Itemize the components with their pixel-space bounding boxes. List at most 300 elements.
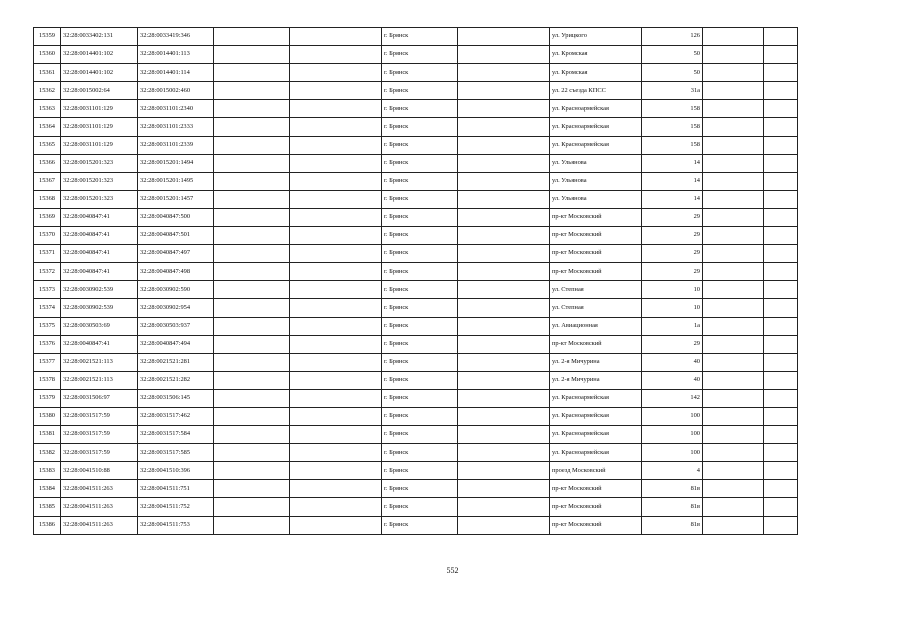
table-row <box>34 118 798 136</box>
cell-empty <box>214 136 290 154</box>
cell-empty <box>764 389 798 407</box>
cell-empty <box>290 100 382 118</box>
cell-record-number: 15370 <box>34 227 61 245</box>
cell-record-number: 15377 <box>34 353 61 371</box>
cell-empty <box>458 118 550 136</box>
cell-empty <box>214 389 290 407</box>
cell-empty <box>214 263 290 281</box>
cell-empty <box>214 28 290 46</box>
cell-empty <box>458 263 550 281</box>
cell-record-number: 15366 <box>34 154 61 172</box>
cell-record-number: 15379 <box>34 389 61 407</box>
cell-street: пр-кт Московский <box>550 245 642 263</box>
cell-city: г. Брянск <box>382 498 458 516</box>
cell-record-number: 15368 <box>34 190 61 208</box>
cell-record-number: 15376 <box>34 335 61 353</box>
cell-empty <box>458 516 550 534</box>
cell-empty <box>214 245 290 263</box>
cell-parent-cadastral-number: 32:28:0031517:59 <box>61 426 138 444</box>
cell-city: г. Брянск <box>382 154 458 172</box>
cell-house-number: 29 <box>642 335 703 353</box>
cell-city: г. Брянск <box>382 444 458 462</box>
cell-empty <box>458 281 550 299</box>
cell-empty <box>214 82 290 100</box>
table-row <box>34 100 798 118</box>
cell-empty <box>290 480 382 498</box>
cell-house-number: 40 <box>642 371 703 389</box>
table-row <box>34 64 798 82</box>
cell-empty <box>214 371 290 389</box>
cell-house-number: 100 <box>642 426 703 444</box>
table-row <box>34 263 798 281</box>
cell-empty <box>764 498 798 516</box>
table-row <box>34 335 798 353</box>
cell-parent-cadastral-number: 32:28:0041511:263 <box>61 498 138 516</box>
cell-house-number: 158 <box>642 100 703 118</box>
cell-record-number: 15371 <box>34 245 61 263</box>
cell-record-number: 15380 <box>34 407 61 425</box>
cell-empty <box>214 317 290 335</box>
cell-empty <box>290 444 382 462</box>
cell-record-number: 15364 <box>34 118 61 136</box>
table-row <box>34 516 798 534</box>
cell-city: г. Брянск <box>382 462 458 480</box>
cell-empty <box>214 480 290 498</box>
cell-empty <box>214 118 290 136</box>
cell-city: г. Брянск <box>382 263 458 281</box>
cell-street: ул. 2-я Мичурина <box>550 371 642 389</box>
table-row <box>34 190 798 208</box>
cell-empty <box>764 281 798 299</box>
cell-empty <box>764 100 798 118</box>
cell-cadastral-number: 32:28:0040847:494 <box>138 335 214 353</box>
table-row <box>34 444 798 462</box>
cell-empty <box>290 82 382 100</box>
cell-empty <box>290 281 382 299</box>
cell-cadastral-number: 32:28:0040847:498 <box>138 263 214 281</box>
cell-record-number: 15363 <box>34 100 61 118</box>
cell-parent-cadastral-number: 32:28:0031101:129 <box>61 100 138 118</box>
table-row <box>34 407 798 425</box>
cell-empty <box>703 263 764 281</box>
cell-empty <box>290 353 382 371</box>
cell-house-number: 81в <box>642 480 703 498</box>
table-row <box>34 480 798 498</box>
cell-house-number: 1а <box>642 317 703 335</box>
cell-house-number: 81в <box>642 516 703 534</box>
cell-empty <box>703 335 764 353</box>
cell-city: г. Брянск <box>382 208 458 226</box>
cell-empty <box>764 245 798 263</box>
cell-city: г. Брянск <box>382 28 458 46</box>
table-row <box>34 208 798 226</box>
cell-empty <box>290 118 382 136</box>
cell-cadastral-number: 32:28:0031517:462 <box>138 407 214 425</box>
cell-empty <box>703 317 764 335</box>
cell-empty <box>458 64 550 82</box>
cell-parent-cadastral-number: 32:28:0031101:129 <box>61 118 138 136</box>
cell-cadastral-number: 32:28:0031101:2339 <box>138 136 214 154</box>
cell-record-number: 15384 <box>34 480 61 498</box>
cell-street: пр-кт Московский <box>550 335 642 353</box>
cell-empty <box>214 64 290 82</box>
cell-empty <box>214 208 290 226</box>
cell-empty <box>458 407 550 425</box>
cell-empty <box>214 154 290 172</box>
cell-house-number: 29 <box>642 245 703 263</box>
cell-city: г. Брянск <box>382 480 458 498</box>
cell-parent-cadastral-number: 32:28:0040847:41 <box>61 227 138 245</box>
cell-empty <box>764 407 798 425</box>
cell-empty <box>214 100 290 118</box>
cell-empty <box>214 462 290 480</box>
cell-cadastral-number: 32:28:0040847:501 <box>138 227 214 245</box>
cell-empty <box>290 208 382 226</box>
cell-empty <box>764 317 798 335</box>
cell-city: г. Брянск <box>382 407 458 425</box>
cell-parent-cadastral-number: 32:28:0014401:102 <box>61 46 138 64</box>
cell-cadastral-number: 32:28:0031101:2340 <box>138 100 214 118</box>
cell-city: г. Брянск <box>382 245 458 263</box>
cell-cadastral-number: 32:28:0015002:460 <box>138 82 214 100</box>
cell-empty <box>214 46 290 64</box>
cell-empty <box>458 335 550 353</box>
cell-cadastral-number: 32:28:0014401:114 <box>138 64 214 82</box>
cell-empty <box>290 172 382 190</box>
cell-house-number: 100 <box>642 444 703 462</box>
cell-street: пр-кт Московский <box>550 208 642 226</box>
cell-cadastral-number: 32:28:0041510:396 <box>138 462 214 480</box>
cell-empty <box>458 353 550 371</box>
cell-empty <box>214 407 290 425</box>
cell-empty <box>703 299 764 317</box>
cell-record-number: 15369 <box>34 208 61 226</box>
table-row <box>34 46 798 64</box>
cell-empty <box>458 480 550 498</box>
cell-empty <box>764 172 798 190</box>
cell-record-number: 15360 <box>34 46 61 64</box>
registry-table-body <box>34 28 798 535</box>
cell-cadastral-number: 32:28:0030902:590 <box>138 281 214 299</box>
cell-empty <box>290 245 382 263</box>
cell-house-number: 10 <box>642 281 703 299</box>
cell-empty <box>290 516 382 534</box>
cell-empty <box>764 480 798 498</box>
cell-empty <box>290 28 382 46</box>
registry-table <box>33 27 798 535</box>
table-row <box>34 462 798 480</box>
cell-city: г. Брянск <box>382 516 458 534</box>
cell-parent-cadastral-number: 32:28:0041511:263 <box>61 480 138 498</box>
table-row <box>34 28 798 46</box>
cell-parent-cadastral-number: 32:28:0031517:59 <box>61 407 138 425</box>
cell-house-number: 126 <box>642 28 703 46</box>
table-row <box>34 281 798 299</box>
cell-parent-cadastral-number: 32:28:0040847:41 <box>61 335 138 353</box>
cell-empty <box>458 444 550 462</box>
cell-empty <box>458 498 550 516</box>
cell-empty <box>290 389 382 407</box>
table-row <box>34 172 798 190</box>
cell-empty <box>764 136 798 154</box>
cell-cadastral-number: 32:28:0030902:954 <box>138 299 214 317</box>
cell-cadastral-number: 32:28:0031506:145 <box>138 389 214 407</box>
cell-empty <box>214 190 290 208</box>
cell-street: ул. Степная <box>550 281 642 299</box>
cell-empty <box>764 516 798 534</box>
cell-street: ул. Кромская <box>550 64 642 82</box>
cell-empty <box>214 353 290 371</box>
cell-empty <box>764 444 798 462</box>
cell-street: пр-кт Московский <box>550 227 642 245</box>
cell-city: г. Брянск <box>382 100 458 118</box>
cell-cadastral-number: 32:28:0040847:500 <box>138 208 214 226</box>
cell-parent-cadastral-number: 32:28:0040847:41 <box>61 208 138 226</box>
cell-parent-cadastral-number: 32:28:0040847:41 <box>61 263 138 281</box>
cell-empty <box>703 462 764 480</box>
cell-street: ул. Красноармейская <box>550 389 642 407</box>
cell-empty <box>214 172 290 190</box>
cell-cadastral-number: 32:28:0031517:585 <box>138 444 214 462</box>
cell-empty <box>458 371 550 389</box>
cell-cadastral-number: 32:28:0015201:1457 <box>138 190 214 208</box>
cell-empty <box>290 64 382 82</box>
cell-city: г. Брянск <box>382 172 458 190</box>
cell-house-number: 100 <box>642 407 703 425</box>
cell-cadastral-number: 32:28:0041511:752 <box>138 498 214 516</box>
cell-city: г. Брянск <box>382 46 458 64</box>
cell-empty <box>290 46 382 64</box>
table-row <box>34 154 798 172</box>
cell-parent-cadastral-number: 32:28:0021521:113 <box>61 371 138 389</box>
table-row <box>34 227 798 245</box>
cell-street: ул. Красноармейская <box>550 100 642 118</box>
cell-parent-cadastral-number: 32:28:0040847:41 <box>61 245 138 263</box>
cell-empty <box>458 389 550 407</box>
cell-street: пр-кт Московский <box>550 263 642 281</box>
cell-record-number: 15373 <box>34 281 61 299</box>
cell-empty <box>764 208 798 226</box>
cell-record-number: 15374 <box>34 299 61 317</box>
cell-empty <box>764 227 798 245</box>
cell-street: ул. Красноармейская <box>550 118 642 136</box>
cell-empty <box>214 227 290 245</box>
cell-empty <box>703 227 764 245</box>
cell-street: ул. Красноармейская <box>550 444 642 462</box>
cell-city: г. Брянск <box>382 227 458 245</box>
cell-empty <box>290 426 382 444</box>
cell-cadastral-number: 32:28:0015201:1495 <box>138 172 214 190</box>
cell-house-number: 29 <box>642 263 703 281</box>
cell-empty <box>764 82 798 100</box>
cell-street: ул. Кромская <box>550 46 642 64</box>
cell-empty <box>703 154 764 172</box>
cell-city: г. Брянск <box>382 136 458 154</box>
cell-cadastral-number: 32:28:0021521:281 <box>138 353 214 371</box>
cell-empty <box>703 118 764 136</box>
cell-city: г. Брянск <box>382 371 458 389</box>
cell-empty <box>290 407 382 425</box>
cell-cadastral-number: 32:28:0015201:1494 <box>138 154 214 172</box>
cell-house-number: 10 <box>642 299 703 317</box>
cell-empty <box>290 335 382 353</box>
cell-empty <box>764 118 798 136</box>
cell-empty <box>458 245 550 263</box>
cell-empty <box>458 154 550 172</box>
cell-cadastral-number: 32:28:0014401:113 <box>138 46 214 64</box>
cell-street: пр-кт Московский <box>550 498 642 516</box>
cell-cadastral-number: 32:28:0031101:2333 <box>138 118 214 136</box>
cell-empty <box>458 462 550 480</box>
cell-parent-cadastral-number: 32:28:0031517:59 <box>61 444 138 462</box>
cell-empty <box>764 190 798 208</box>
cell-record-number: 15382 <box>34 444 61 462</box>
cell-house-number: 81в <box>642 498 703 516</box>
cell-empty <box>290 190 382 208</box>
cell-record-number: 15367 <box>34 172 61 190</box>
cell-empty <box>703 480 764 498</box>
cell-empty <box>764 154 798 172</box>
cell-cadastral-number: 32:28:0021521:282 <box>138 371 214 389</box>
cell-house-number: 29 <box>642 227 703 245</box>
cell-house-number: 14 <box>642 172 703 190</box>
cell-street: ул. Ульянова <box>550 154 642 172</box>
cell-city: г. Брянск <box>382 335 458 353</box>
cell-house-number: 50 <box>642 64 703 82</box>
cell-parent-cadastral-number: 32:28:0031101:129 <box>61 136 138 154</box>
cell-empty <box>703 28 764 46</box>
table-row <box>34 371 798 389</box>
cell-street: ул. Красноармейская <box>550 136 642 154</box>
cell-empty <box>214 335 290 353</box>
cell-parent-cadastral-number: 32:28:0014401:102 <box>61 64 138 82</box>
cell-city: г. Брянск <box>382 190 458 208</box>
cell-record-number: 15375 <box>34 317 61 335</box>
cell-cadastral-number: 32:28:0033419:346 <box>138 28 214 46</box>
cell-empty <box>703 426 764 444</box>
cell-empty <box>764 353 798 371</box>
cell-empty <box>764 426 798 444</box>
cell-record-number: 15385 <box>34 498 61 516</box>
cell-empty <box>703 353 764 371</box>
cell-street: ул. Ульянова <box>550 172 642 190</box>
cell-house-number: 50 <box>642 46 703 64</box>
cell-empty <box>703 208 764 226</box>
cell-empty <box>458 172 550 190</box>
cell-empty <box>458 28 550 46</box>
cell-record-number: 15362 <box>34 82 61 100</box>
cell-city: г. Брянск <box>382 299 458 317</box>
cell-empty <box>703 498 764 516</box>
cell-empty <box>703 407 764 425</box>
cell-street: ул. Степная <box>550 299 642 317</box>
table-row <box>34 426 798 444</box>
cell-cadastral-number: 32:28:0030503:937 <box>138 317 214 335</box>
cell-empty <box>703 389 764 407</box>
cell-empty <box>703 136 764 154</box>
cell-street: ул. Красноармейская <box>550 407 642 425</box>
cell-parent-cadastral-number: 32:28:0030503:69 <box>61 317 138 335</box>
cell-empty <box>290 317 382 335</box>
cell-city: г. Брянск <box>382 389 458 407</box>
cell-empty <box>458 136 550 154</box>
cell-empty <box>703 82 764 100</box>
cell-street: ул. 22 съезда КПСС <box>550 82 642 100</box>
cell-empty <box>214 299 290 317</box>
table-row <box>34 299 798 317</box>
cell-record-number: 15378 <box>34 371 61 389</box>
cell-street: ул. 2-я Мичурина <box>550 353 642 371</box>
cell-city: г. Брянск <box>382 118 458 136</box>
cell-empty <box>764 263 798 281</box>
cell-empty <box>703 245 764 263</box>
table-row <box>34 498 798 516</box>
cell-empty <box>703 46 764 64</box>
cell-parent-cadastral-number: 32:28:0033402:131 <box>61 28 138 46</box>
table-row <box>34 389 798 407</box>
cell-record-number: 15365 <box>34 136 61 154</box>
cell-empty <box>290 154 382 172</box>
cell-empty <box>458 227 550 245</box>
cell-empty <box>214 498 290 516</box>
cell-record-number: 15359 <box>34 28 61 46</box>
cell-record-number: 15361 <box>34 64 61 82</box>
cell-house-number: 14 <box>642 190 703 208</box>
cell-empty <box>290 462 382 480</box>
cell-empty <box>290 371 382 389</box>
cell-street: ул. Урицкого <box>550 28 642 46</box>
cell-empty <box>703 516 764 534</box>
cell-cadastral-number: 32:28:0041511:751 <box>138 480 214 498</box>
cell-city: г. Брянск <box>382 281 458 299</box>
cell-cadastral-number: 32:28:0041511:753 <box>138 516 214 534</box>
cell-parent-cadastral-number: 32:28:0015201:323 <box>61 190 138 208</box>
cell-street: пр-кт Московский <box>550 480 642 498</box>
cell-empty <box>290 299 382 317</box>
cell-record-number: 15383 <box>34 462 61 480</box>
cell-empty <box>290 263 382 281</box>
cell-parent-cadastral-number: 32:28:0041511:263 <box>61 516 138 534</box>
table-row <box>34 353 798 371</box>
cell-empty <box>764 462 798 480</box>
cell-record-number: 15372 <box>34 263 61 281</box>
cell-parent-cadastral-number: 32:28:0015201:323 <box>61 172 138 190</box>
cell-parent-cadastral-number: 32:28:0015201:323 <box>61 154 138 172</box>
cell-empty <box>214 444 290 462</box>
cell-empty <box>764 46 798 64</box>
cell-street: ул. Ульянова <box>550 190 642 208</box>
cell-empty <box>458 100 550 118</box>
cell-empty <box>458 208 550 226</box>
cell-record-number: 15386 <box>34 516 61 534</box>
table-row <box>34 82 798 100</box>
cell-empty <box>458 299 550 317</box>
cell-house-number: 29 <box>642 208 703 226</box>
cell-empty <box>458 190 550 208</box>
cell-empty <box>458 317 550 335</box>
cell-house-number: 40 <box>642 353 703 371</box>
cell-empty <box>703 100 764 118</box>
cell-city: г. Брянск <box>382 426 458 444</box>
cell-empty <box>290 498 382 516</box>
cell-parent-cadastral-number: 32:28:0041510:88 <box>61 462 138 480</box>
cell-house-number: 142 <box>642 389 703 407</box>
cell-parent-cadastral-number: 32:28:0031506:97 <box>61 389 138 407</box>
cell-street: ул. Красноармейская <box>550 426 642 444</box>
cell-parent-cadastral-number: 32:28:0030902:539 <box>61 299 138 317</box>
cell-empty <box>290 136 382 154</box>
cell-street: проезд Московский <box>550 462 642 480</box>
